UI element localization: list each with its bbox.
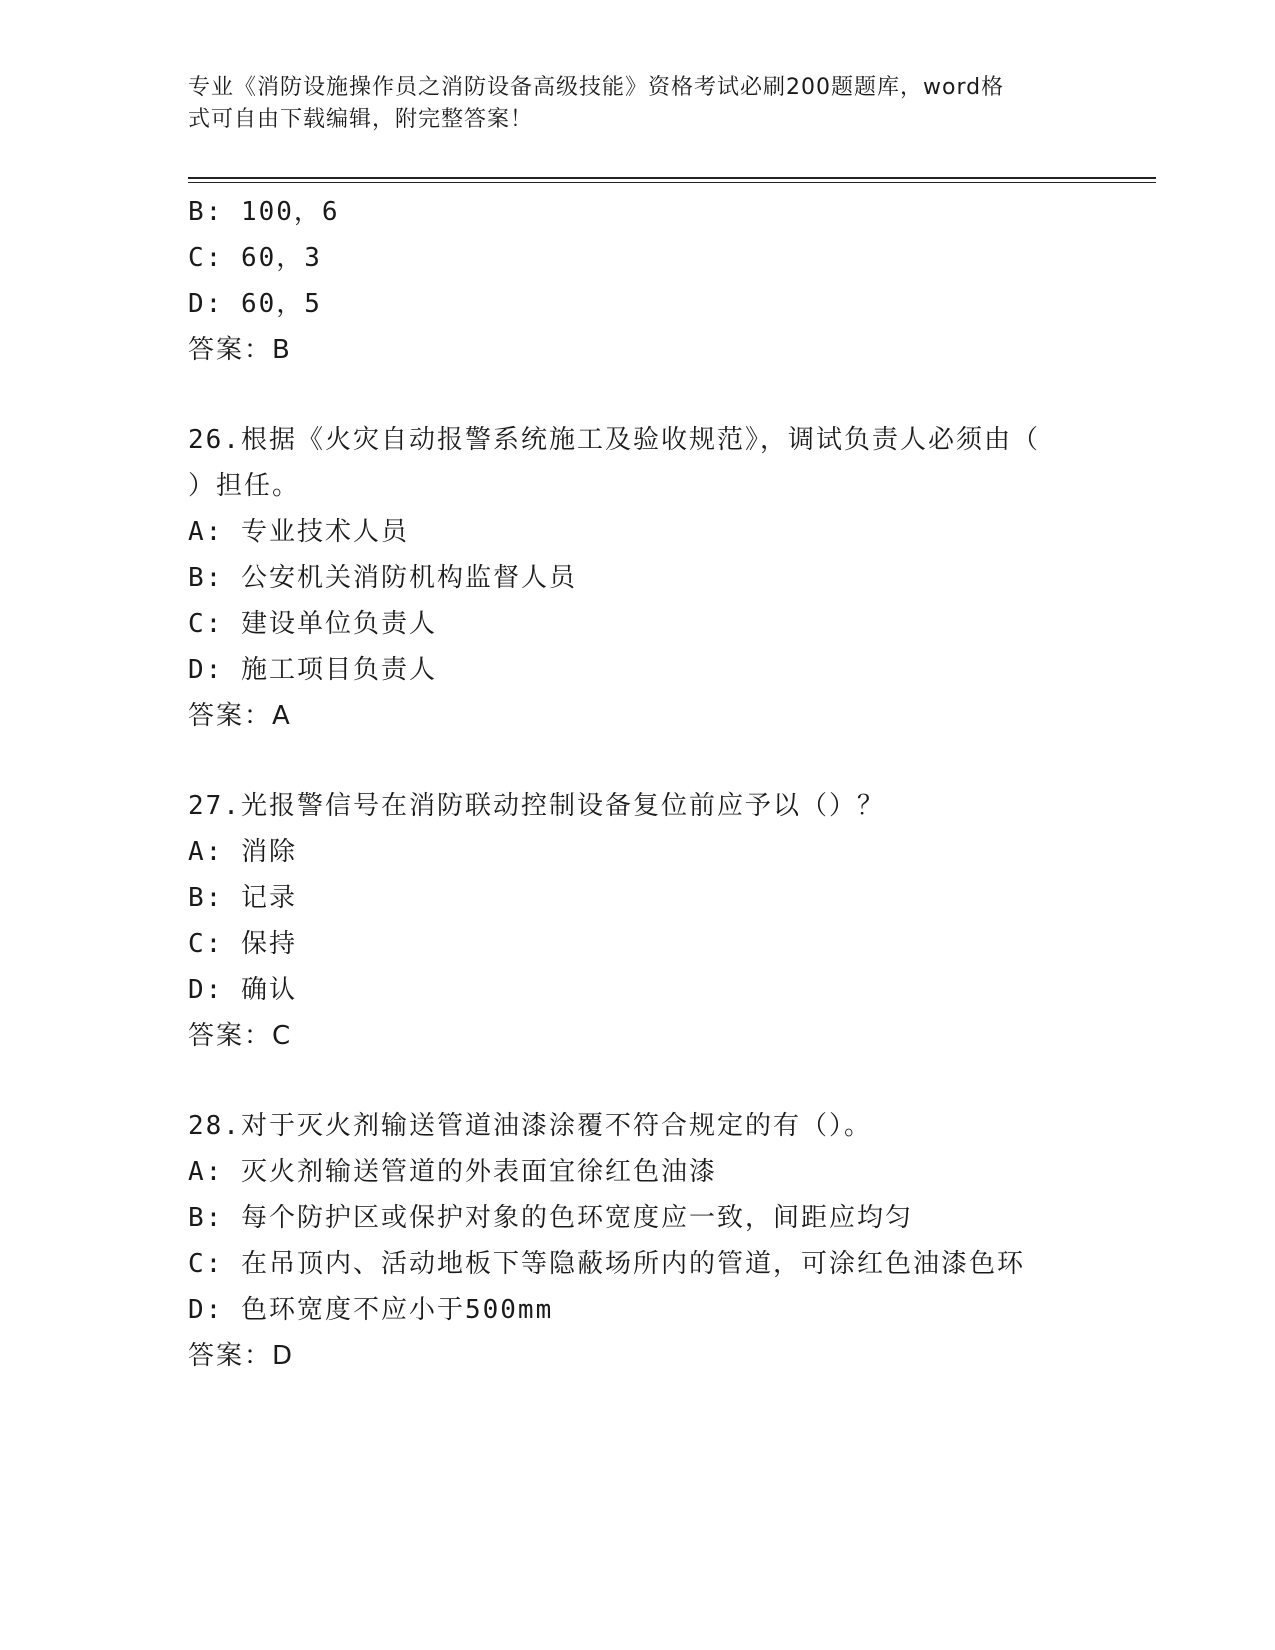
answer-line: 答案：D [188,1341,295,1371]
option-b: B: 每个防护区或保护对象的色环宽度应一致，间距应均匀 [188,1203,913,1233]
option-c: C: 保持 [188,929,297,959]
header-line-1: 专业《消防设施操作员之消防设备高级技能》资格考试必刷200题题库，word格 [188,75,1005,100]
document-header [188,72,1068,136]
question-block-26 [188,417,1088,739]
answer-line: 答案：A [188,701,292,731]
question-block-25 [188,189,1088,373]
option-a: A: 消除 [188,837,297,867]
question-list [188,189,1088,1379]
header-line-2: 式可自由下载编辑，附完整答案！ [188,107,534,132]
question-stem-line-1: 28.对于灭火剂输送管道油漆涂覆不符合规定的有（）。 [188,1111,872,1141]
option-d: D: 施工项目负责人 [188,655,437,685]
option-c: C: 在吊顶内、活动地板下等隐蔽场所内的管道，可涂红色油漆色环 [188,1249,1025,1279]
option-d: D: 色环宽度不应小于500mm [188,1295,554,1325]
question-stem-line-1: 26.根据《火灾自动报警系统施工及验收规范》，调试负责人必须由（ [188,425,1040,455]
option-c: C: 60，3 [188,243,322,273]
option-b: B: 100，6 [188,197,340,227]
question-block-28 [188,1103,1088,1379]
header-divider-thick [188,177,1156,179]
option-b: B: 公安机关消防机构监督人员 [188,563,577,593]
answer-line: 答案：C [188,1021,293,1051]
option-d: D: 确认 [188,975,297,1005]
option-d: D: 60，5 [188,289,322,319]
question-stem-line-1: 27.光报警信号在消防联动控制设备复位前应予以（）？ [188,791,885,821]
header-divider-thin [188,182,1156,183]
option-a: A: 专业技术人员 [188,517,409,547]
option-b: B: 记录 [188,883,297,913]
answer-line: 答案：B [188,335,292,365]
question-block-27 [188,783,1088,1059]
option-a: A: 灭火剂输送管道的外表面宜徐红色油漆 [188,1157,717,1187]
option-c: C: 建设单位负责人 [188,609,437,639]
question-stem-line-2: ）担任。 [188,471,301,501]
